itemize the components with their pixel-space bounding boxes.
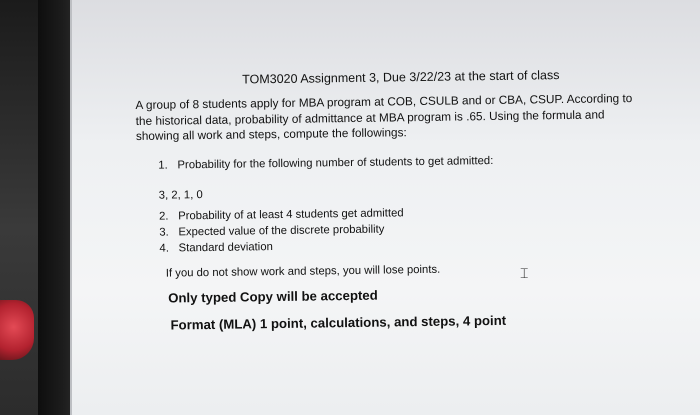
list-text: Expected value of the discrete probability <box>178 223 385 239</box>
list-number: 3. <box>159 226 169 239</box>
list-number: 1. <box>158 159 168 172</box>
list-text: Probability of at least 4 students get admitted <box>178 207 404 223</box>
red-object <box>0 300 34 360</box>
list-item <box>159 241 273 255</box>
text-cursor-icon: ⌶ <box>520 266 529 282</box>
student-counts: 3, 2, 1, 0 <box>158 189 203 202</box>
list-number: 2. <box>158 210 169 223</box>
typed-copy-note: Only typed Copy will be accepted <box>168 287 378 306</box>
format-note: Format (MLA) 1 point, calculations, and steps, 4 point <box>170 312 507 333</box>
warning-text: If you do not show work and steps, you will lose points. <box>165 263 441 280</box>
assignment-intro: A group of 8 students apply for MBA program at COB, CSULB and or CBA, CSUP. According to the historical data, probability of admittance at MBA program is .65. Using the formula and showing all work and steps, compute the followings: <box>135 91 633 143</box>
list-text: Probability for the following number of students to get admitted: <box>177 155 494 172</box>
assignment-title: TOM3020 Assignment 3, Due 3/22/23 at the start of class <box>242 68 560 87</box>
list-number: 4. <box>159 242 170 255</box>
list-text: Standard deviation <box>178 241 273 255</box>
